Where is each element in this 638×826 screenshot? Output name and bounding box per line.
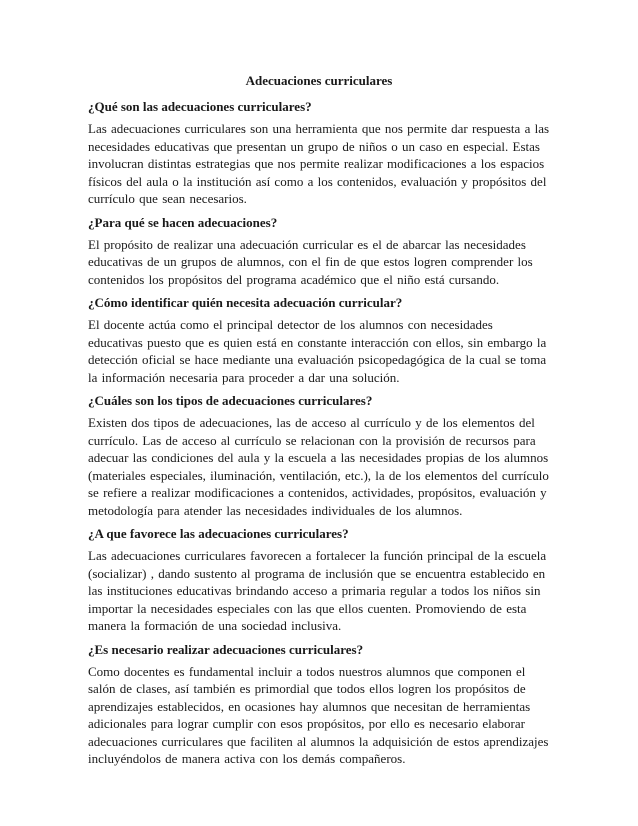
section-heading: ¿Cuáles son los tipos de adecuaciones curriculares? <box>88 393 373 408</box>
section-a-que-favorece <box>88 525 550 635</box>
section-heading: ¿Es necesario realizar adecuaciones curriculares? <box>88 641 364 657</box>
section-es-necesario <box>88 641 550 768</box>
section-tipos <box>88 392 550 519</box>
section-paragraph: El docente actúa como el principal detector de los alumnos con necesidades educativas puesto que es quien está en constante interacción con ellos, sin embargo la detección oficial se hace mediante una evaluación psicopedagógica de la cual se toma la información necesaria para proceder a dar una solución. <box>88 317 547 385</box>
section-paragraph: Las adecuaciones curriculares favorecen a fortalecer la función principal de la escuela (socializar) , dando sustento al programa de inclusión que se encuentra establecido en las instituciones educativas brindando acceso a primaria regular a todos los niños sin importar la necesidades especiales con las que ellos cuenten. Promoviendo de esta manera la formación de una sociedad inclusiva. <box>88 548 547 633</box>
document-page <box>88 72 550 774</box>
section-paragraph: Existen dos tipos de adecuaciones, las de acceso al currículo y de los elementos del currículo. Las de acceso al currículo se relacionan con la provisión de recursos para adecuar las condiciones del aula y la escuela a las necesidades propias de los alumnos (materiales especiales, iluminación, ventilación, etc.), la de los elementos del currículo se refiere a realizar modificaciones a contenidos, actividades, propósitos, evaluación y metodología para atender las necesidades individuales de los alumnos. <box>88 415 549 518</box>
section-heading: ¿Qué son las adecuaciones curriculares? <box>88 99 312 114</box>
section-paragraph: Las adecuaciones curriculares son una herramienta que nos permite dar respuesta a las necesidades educativas que presentan un grupo de niños o un caso en especial. Estas involucran distintas estrategias que nos permite realizar modificaciones a los espacios físicos del aula o la institución así como a los contenidos, evaluación y propósitos del currículo que sean necesarios. <box>88 121 550 206</box>
section-paragraph: Como docentes es fundamental incluir a todos nuestros alumnos que componen el salón de clases, así también es primordial que todos ellos logren los propósitos de aprendizajes establecidos, en ocasiones hay alumnos que necesitan de herramientas adicionales para lograr cumplir con esos propósitos, por ello es necesario elaborar adecuaciones curriculares que faciliten al alumnos la adquisición de estos aprendizajes incluyéndolos de manera activa con los demás compañeros. <box>88 663 549 766</box>
section-heading: ¿Cómo identificar quién necesita adecuación curricular? <box>88 295 403 310</box>
section-como-identificar <box>88 294 550 386</box>
section-para-que <box>88 214 550 289</box>
document-title: Adecuaciones curriculares <box>245 73 393 88</box>
section-que-son <box>88 98 550 208</box>
section-heading: ¿A que favorece las adecuaciones curriculares? <box>88 526 349 541</box>
section-paragraph: El propósito de realizar una adecuación curricular es el de abarcar las necesidades educativas de un grupos de alumnos, con el fin de que estos logren comprender los contenidos los propósitos del programa académico que el niño está cursando. <box>88 236 533 287</box>
section-heading: ¿Para qué se hacen adecuaciones? <box>88 214 278 230</box>
